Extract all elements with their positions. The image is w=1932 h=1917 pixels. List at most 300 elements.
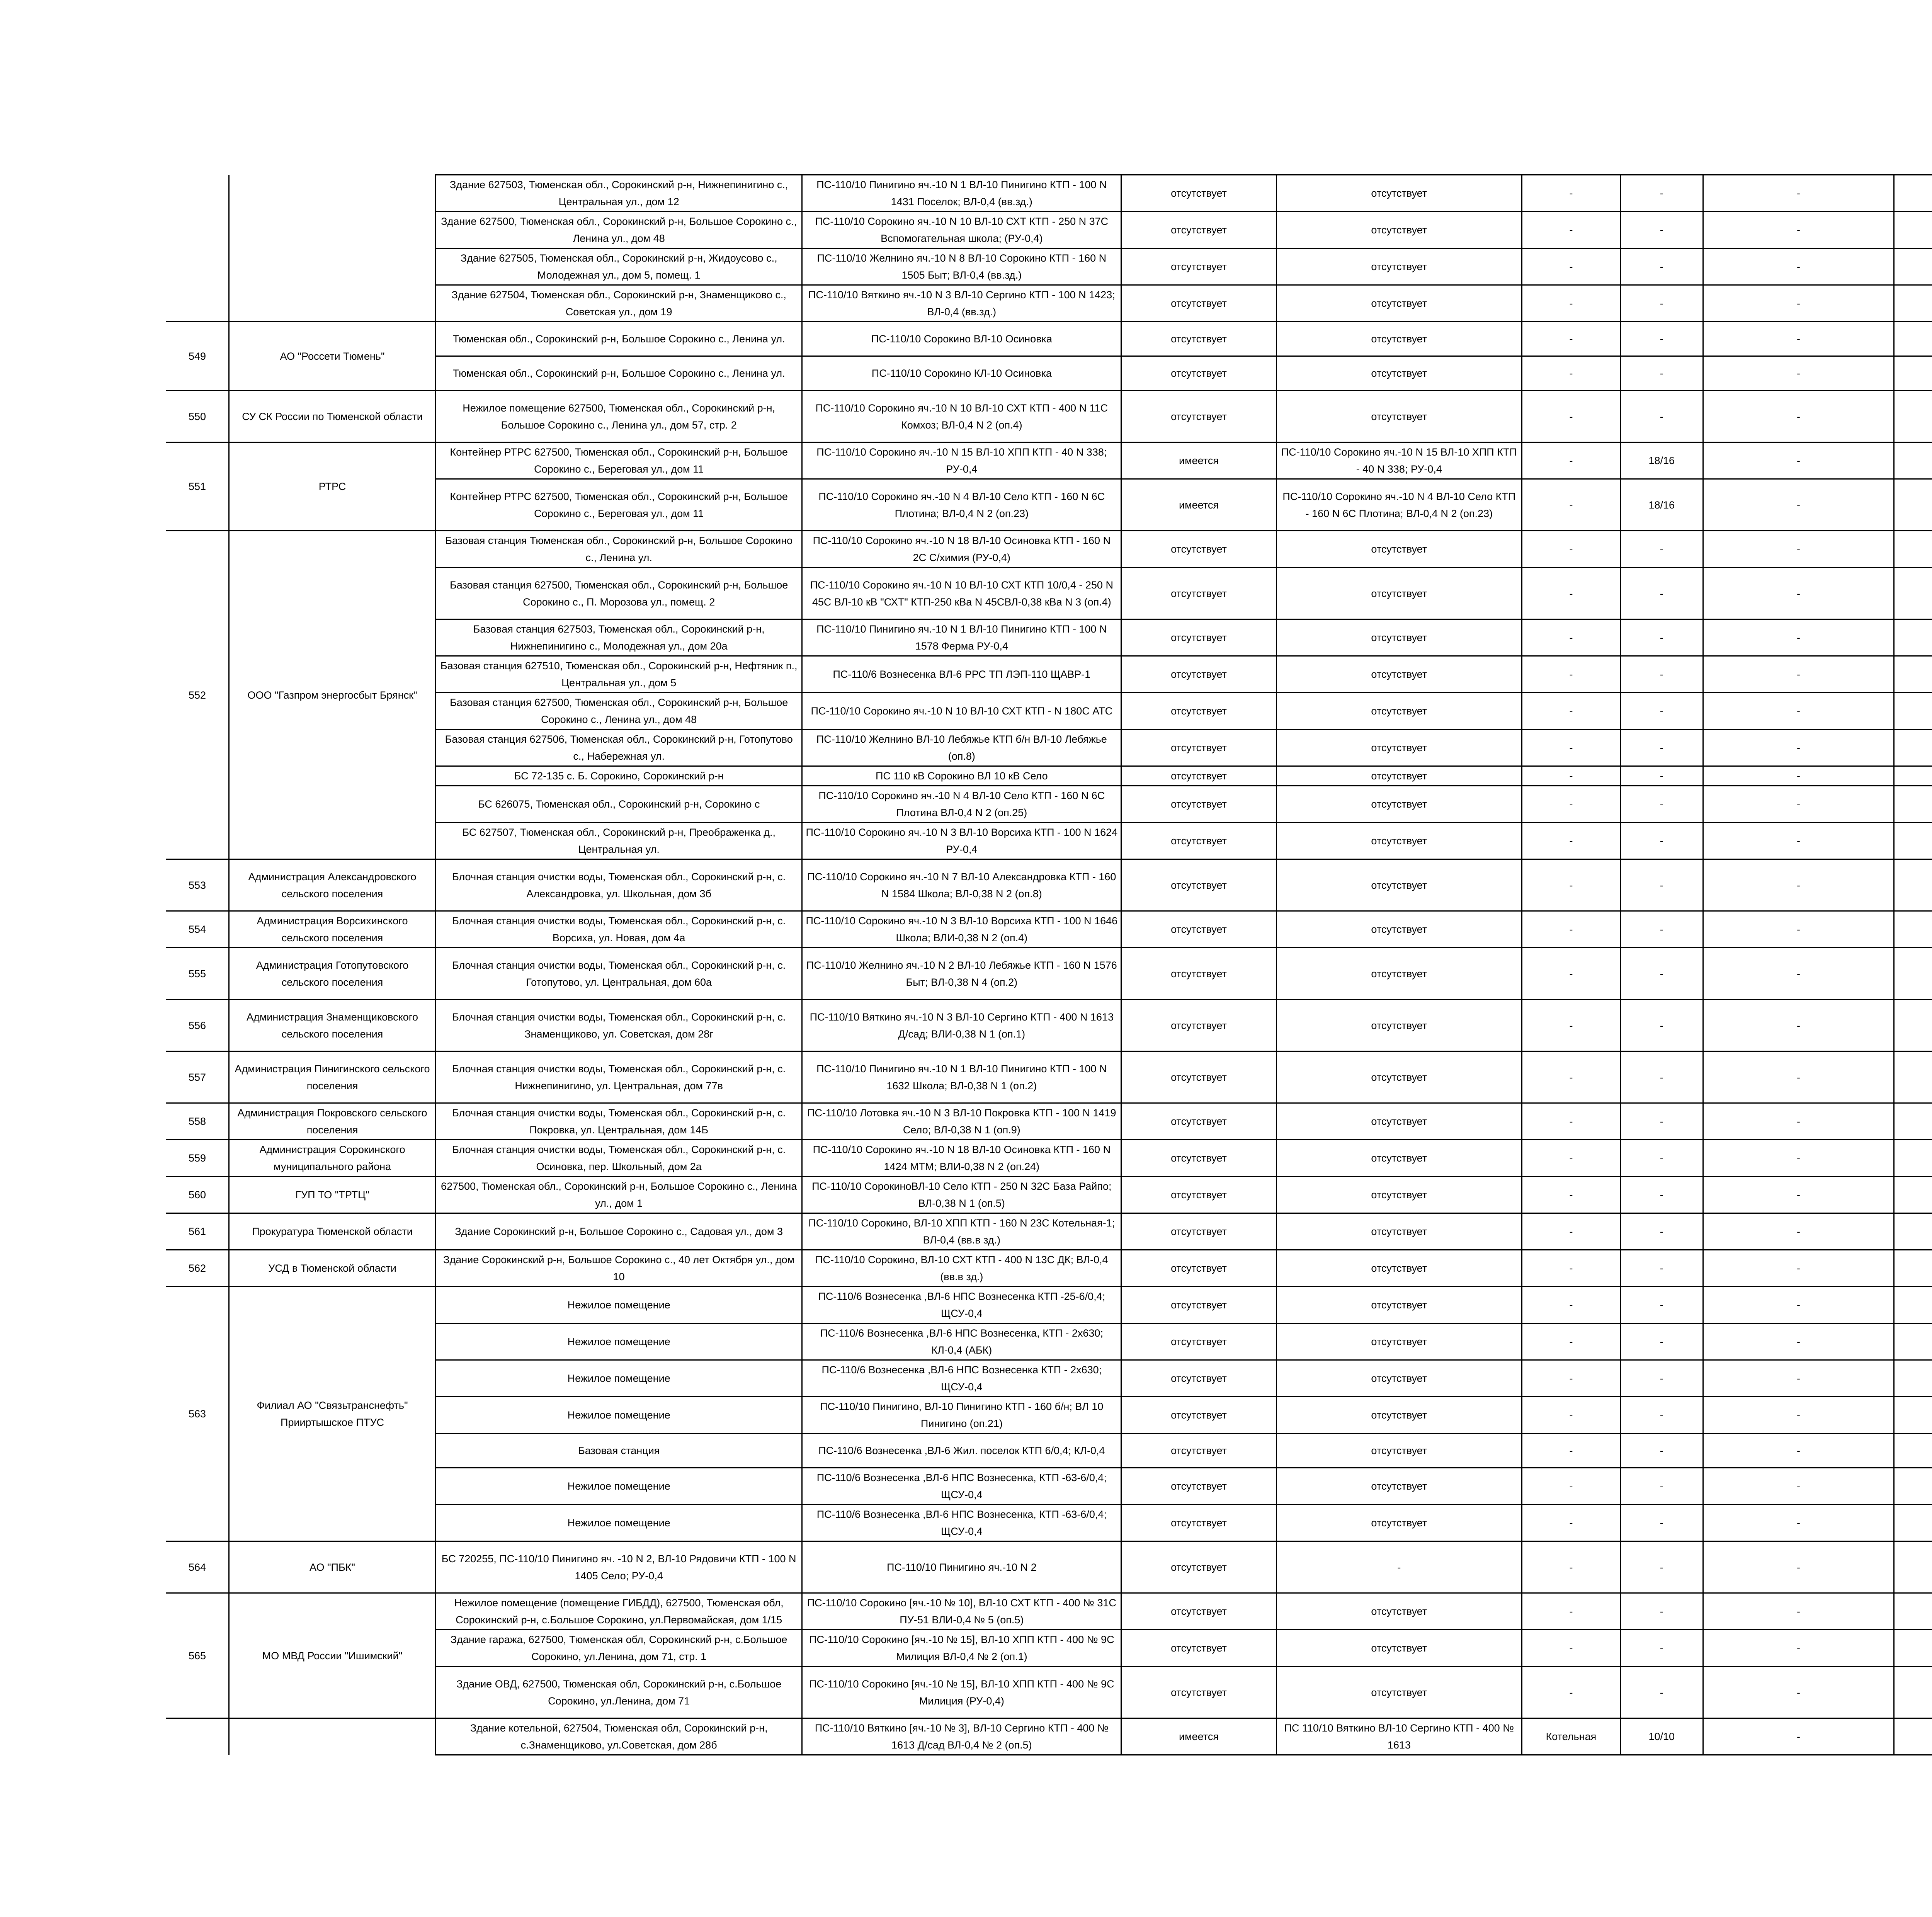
organization-name: АО "Россети Тюмень"	[229, 322, 436, 391]
reserve-source: отсутствует	[1276, 1630, 1522, 1667]
value-cell: -	[1703, 1103, 1894, 1140]
registry-sheet	[166, 174, 1932, 1755]
power-source: ПС-110/10 Сорокино яч.-10 N 10 ВЛ-10 СХТ КТП - 250 N 37С Вспомогательная школа; (РУ-0,4)	[802, 212, 1121, 248]
reserve-source: отсутствует	[1276, 248, 1522, 285]
organization-name: ООО "Газпром энергосбыт Брянск"	[229, 531, 436, 859]
value-cell: -	[1703, 766, 1894, 786]
object-type: -	[1522, 531, 1620, 568]
object-type: -	[1522, 285, 1620, 322]
value-cell: -	[1703, 531, 1894, 568]
row-number: 550	[166, 391, 229, 442]
reserve-availability: отсутствует	[1121, 391, 1276, 442]
power-source: ПС-110/10 Пинигино яч.-10 N 2	[802, 1541, 1121, 1593]
power-source: ПС-110/10 Желнино ВЛ-10 Лебяжье КТП б/н ВЛ-10 Лебяжье (оп.8)	[802, 730, 1121, 766]
object-type: -	[1522, 1505, 1620, 1541]
value-cell	[1894, 391, 1932, 442]
value-cell	[1894, 1323, 1932, 1360]
value-cell: -	[1703, 786, 1894, 823]
capacity-value: -	[1620, 1213, 1703, 1250]
reserve-availability: отсутствует	[1121, 1593, 1276, 1630]
value-cell: -	[1703, 1213, 1894, 1250]
organization-name: Прокуратура Тюменской области	[229, 1213, 436, 1250]
table-row	[166, 948, 1932, 1000]
value-cell	[1894, 322, 1932, 356]
object-type: -	[1522, 1213, 1620, 1250]
object-address: Здание котельной, 627504, Тюменская обл, Сорокинский р-н, с.Знаменщиково, ул.Советская, дом 28б	[435, 1718, 802, 1755]
power-source: ПС-110/10 Сорокино яч.-10 N 7 ВЛ-10 Александровка КТП - 160 N 1584 Школа; ВЛ-0,38 N 2 (оп.8)	[802, 859, 1121, 911]
capacity-value: -	[1620, 1505, 1703, 1541]
table-row	[166, 1177, 1932, 1213]
row-number: 563	[166, 1287, 229, 1541]
object-address: Базовая станция 627500, Тюменская обл., Сорокинский р-н, Большое Сорокино с., П. Морозова ул., помещ. 2	[435, 568, 802, 619]
power-source: ПС-110/10 Сорокино яч.-10 N 4 ВЛ-10 Село КТП - 160 N 6С Плотина; ВЛ-0,4 N 2 (оп.23)	[802, 479, 1121, 531]
row-number: 561	[166, 1213, 229, 1250]
object-address: Здание 627500, Тюменская обл., Сорокинский р-н, Большое Сорокино с., Ленина ул., дом 48	[435, 212, 802, 248]
reserve-source: отсутствует	[1276, 1397, 1522, 1434]
object-address: Блочная станция очистки воды, Тюменская обл., Сорокинский р-н, с. Ворсиха, ул. Новая, дом 4а	[435, 911, 802, 948]
value-cell: -	[1703, 1323, 1894, 1360]
capacity-value: -	[1620, 619, 1703, 656]
power-source: ПС-110/10 Пинигино яч.-10 N 1 ВЛ-10 Пинигино КТП - 100 N 1431 Поселок; ВЛ-0,4 (вв.зд.)	[802, 175, 1121, 212]
reserve-availability: имеется	[1121, 442, 1276, 479]
reserve-source: отсутствует	[1276, 656, 1522, 693]
power-source: ПС-110/6 Вознесенка ,ВЛ-6 НПС Вознесенка, КТП -63-6/0,4; ЩСУ-0,4	[802, 1505, 1121, 1541]
reserve-availability: отсутствует	[1121, 1213, 1276, 1250]
reserve-source: ПС 110/10 Вяткино ВЛ-10 Сергино КТП - 400 № 1613	[1276, 1718, 1522, 1755]
organization-name: Администрация Готопутовского сельского поселения	[229, 948, 436, 1000]
reserve-source: отсутствует	[1276, 1140, 1522, 1177]
reserve-availability: отсутствует	[1121, 656, 1276, 693]
table-row	[166, 1718, 1932, 1755]
reserve-availability: отсутствует	[1121, 1434, 1276, 1468]
value-cell: -	[1703, 1593, 1894, 1630]
object-address: Нежилое помещение 627500, Тюменская обл., Сорокинский р-н, Большое Сорокино с., Ленина ул., дом 57, стр. 2	[435, 391, 802, 442]
row-number: 564	[166, 1541, 229, 1593]
object-type: -	[1522, 322, 1620, 356]
power-source: ПС-110/10 СорокиноВЛ-10 Село КТП - 250 N 32С База Райпо; ВЛ-0,38 N 1 (оп.5)	[802, 1177, 1121, 1213]
reserve-source: отсутствует	[1276, 693, 1522, 730]
value-cell: -	[1703, 212, 1894, 248]
reserve-availability: отсутствует	[1121, 568, 1276, 619]
power-source: ПС-110/10 Сорокино яч.-10 N 18 ВЛ-10 Осиновка КТП - 160 N 2С С/химия (РУ-0,4)	[802, 531, 1121, 568]
reserve-availability: отсутствует	[1121, 786, 1276, 823]
table-row	[166, 1103, 1932, 1140]
capacity-value: -	[1620, 1177, 1703, 1213]
object-address: Здание гаража, 627500, Тюменская обл, Сорокинский р-н, с.Большое Сорокино, ул.Ленина, дом 71, стр. 1	[435, 1630, 802, 1667]
capacity-value: 10/10	[1620, 1718, 1703, 1755]
object-address: Тюменская обл., Сорокинский р-н, Большое Сорокино с., Ленина ул.	[435, 322, 802, 356]
reserve-source: отсутствует	[1276, 322, 1522, 356]
capacity-value: -	[1620, 1667, 1703, 1718]
capacity-value: -	[1620, 1287, 1703, 1323]
object-address: БС 720255, ПС-110/10 Пинигино яч. -10 N 2, ВЛ-10 Рядовичи КТП - 100 N 1405 Село; РУ-0,4	[435, 1541, 802, 1593]
organization-name: СУ СК России по Тюменской области	[229, 391, 436, 442]
capacity-value: -	[1620, 1051, 1703, 1103]
reserve-availability: отсутствует	[1121, 1397, 1276, 1434]
power-source: ПС-110/10 Сорокино ВЛ-10 Осиновка	[802, 322, 1121, 356]
value-cell: -	[1703, 1140, 1894, 1177]
value-cell	[1894, 1000, 1932, 1051]
object-address: Базовая станция 627510, Тюменская обл., Сорокинский р-н, Нефтяник п., Центральная ул., дом 5	[435, 656, 802, 693]
reserve-source: ПС-110/10 Сорокино яч.-10 N 4 ВЛ-10 Село КТП - 160 N 6С Плотина; ВЛ-0,4 N 2 (оп.23)	[1276, 479, 1522, 531]
table-row	[166, 1140, 1932, 1177]
reserve-source: отсутствует	[1276, 1250, 1522, 1287]
organization-name	[229, 1718, 436, 1755]
object-address: Нежилое помещение	[435, 1397, 802, 1434]
reserve-availability: имеется	[1121, 1718, 1276, 1755]
object-address: Нежилое помещение (помещение ГИБДД), 627500, Тюменская обл, Сорокинский р-н, с.Большое Сорокино, ул.Первомайская, дом 1/15	[435, 1593, 802, 1630]
value-cell: -	[1703, 1000, 1894, 1051]
reserve-availability: отсутствует	[1121, 1000, 1276, 1051]
reserve-source: отсутствует	[1276, 1000, 1522, 1051]
capacity-value: -	[1620, 859, 1703, 911]
capacity-value: -	[1620, 212, 1703, 248]
object-type: -	[1522, 1051, 1620, 1103]
reserve-availability: отсутствует	[1121, 823, 1276, 859]
organization-name: АО "ПБК"	[229, 1541, 436, 1593]
value-cell	[1894, 212, 1932, 248]
capacity-value: -	[1620, 285, 1703, 322]
reserve-availability: отсутствует	[1121, 1051, 1276, 1103]
reserve-source: отсутствует	[1276, 730, 1522, 766]
power-source: ПС-110/10 Пинигино яч.-10 N 1 ВЛ-10 Пинигино КТП - 100 N 1632 Школа; ВЛ-0,38 N 1 (оп.2)	[802, 1051, 1121, 1103]
capacity-value: -	[1620, 1434, 1703, 1468]
object-address: Блочная станция очистки воды, Тюменская обл., Сорокинский р-н, с. Готопутово, ул. Центральная, дом 60а	[435, 948, 802, 1000]
value-cell	[1894, 656, 1932, 693]
reserve-source: отсутствует	[1276, 1103, 1522, 1140]
table-row	[166, 1213, 1932, 1250]
object-type: -	[1522, 693, 1620, 730]
power-source: ПС-110/10 Пинигино, ВЛ-10 Пинигино КТП - 160 б/н; ВЛ 10 Пинигино (оп.21)	[802, 1397, 1121, 1434]
object-type: -	[1522, 786, 1620, 823]
reserve-availability: отсутствует	[1121, 531, 1276, 568]
object-type: -	[1522, 175, 1620, 212]
reserve-source: отсутствует	[1276, 175, 1522, 212]
value-cell	[1894, 619, 1932, 656]
object-address: Контейнер РТРС 627500, Тюменская обл., Сорокинский р-н, Большое Сорокино с., Береговая ул., дом 11	[435, 479, 802, 531]
value-cell	[1894, 1397, 1932, 1434]
value-cell: -	[1703, 1177, 1894, 1213]
reserve-availability: отсутствует	[1121, 322, 1276, 356]
object-type: -	[1522, 859, 1620, 911]
object-type: -	[1522, 248, 1620, 285]
object-type: -	[1522, 1323, 1620, 1360]
value-cell: -	[1703, 911, 1894, 948]
object-type: -	[1522, 730, 1620, 766]
capacity-value: -	[1620, 911, 1703, 948]
value-cell: -	[1703, 948, 1894, 1000]
organization-name: РТРС	[229, 442, 436, 531]
object-address: Блочная станция очистки воды, Тюменская обл., Сорокинский р-н, с. Знаменщиково, ул. Советская, дом 28г	[435, 1000, 802, 1051]
value-cell	[1894, 1287, 1932, 1323]
power-source: ПС-110/10 Сорокино, ВЛ-10 СХТ КТП - 400 N 13С ДК; ВЛ-0,4 (вв.в зд.)	[802, 1250, 1121, 1287]
value-cell	[1894, 1468, 1932, 1505]
value-cell: -	[1703, 1397, 1894, 1434]
reserve-source: отсутствует	[1276, 1323, 1522, 1360]
value-cell	[1894, 766, 1932, 786]
table-row	[166, 531, 1932, 568]
row-number: 549	[166, 322, 229, 391]
organization-name	[229, 175, 436, 322]
object-type: -	[1522, 1541, 1620, 1593]
organization-name: Администрация Знаменщиковского сельского поселения	[229, 1000, 436, 1051]
row-number: 558	[166, 1103, 229, 1140]
object-type: Котельная	[1522, 1718, 1620, 1755]
power-source: ПС-110/10 Сорокино яч.-10 N 3 ВЛ-10 Ворсиха КТП - 100 N 1624 РУ-0,4	[802, 823, 1121, 859]
value-cell	[1894, 1718, 1932, 1755]
value-cell	[1894, 568, 1932, 619]
capacity-value: -	[1620, 1250, 1703, 1287]
reserve-source: отсутствует	[1276, 1051, 1522, 1103]
table-row	[166, 1593, 1932, 1630]
reserve-source: отсутствует	[1276, 619, 1522, 656]
power-source: ПС-110/6 Вознесенка ,ВЛ-6 НПС Вознесенка, КТП -63-6/0,4; ЩСУ-0,4	[802, 1468, 1121, 1505]
object-address: Блочная станция очистки воды, Тюменская обл., Сорокинский р-н, с. Покровка, ул. Центральная, дом 14Б	[435, 1103, 802, 1140]
capacity-value: -	[1620, 356, 1703, 391]
value-cell: -	[1703, 859, 1894, 911]
value-cell	[1894, 175, 1932, 212]
value-cell	[1894, 479, 1932, 531]
reserve-availability: отсутствует	[1121, 175, 1276, 212]
value-cell: -	[1703, 1287, 1894, 1323]
value-cell	[1894, 1140, 1932, 1177]
power-source: ПС 110 кВ Сорокино ВЛ 10 кВ Село	[802, 766, 1121, 786]
table-row	[166, 1051, 1932, 1103]
power-source: ПС-110/6 Вознесенка ,ВЛ-6 НПС Вознесенка, КТП - 2х630; КЛ-0,4 (АБК)	[802, 1323, 1121, 1360]
row-number: 554	[166, 911, 229, 948]
object-address: Контейнер РТРС 627500, Тюменская обл., Сорокинский р-н, Большое Сорокино с., Береговая ул., дом 11	[435, 442, 802, 479]
value-cell: -	[1703, 568, 1894, 619]
capacity-value: -	[1620, 766, 1703, 786]
value-cell	[1894, 1630, 1932, 1667]
value-cell: -	[1703, 1630, 1894, 1667]
reserve-source: отсутствует	[1276, 1667, 1522, 1718]
capacity-value: -	[1620, 1103, 1703, 1140]
value-cell	[1894, 823, 1932, 859]
value-cell	[1894, 859, 1932, 911]
organization-name: Администрация Покровского сельского поселения	[229, 1103, 436, 1140]
object-address: Нежилое помещение	[435, 1505, 802, 1541]
row-number: 556	[166, 1000, 229, 1051]
object-type: -	[1522, 1000, 1620, 1051]
reserve-source: отсутствует	[1276, 356, 1522, 391]
reserve-availability: отсутствует	[1121, 1360, 1276, 1397]
value-cell	[1894, 1667, 1932, 1718]
object-type: -	[1522, 1287, 1620, 1323]
power-source: ПС-110/6 Вознесенка ,ВЛ-6 НПС Вознесенка КТП - 2х630; ЩСУ-0,4	[802, 1360, 1121, 1397]
reserve-source: отсутствует	[1276, 786, 1522, 823]
value-cell: -	[1703, 442, 1894, 479]
row-number: 562	[166, 1250, 229, 1287]
capacity-value: -	[1620, 823, 1703, 859]
reserve-availability: отсутствует	[1121, 859, 1276, 911]
reserve-availability: отсутствует	[1121, 730, 1276, 766]
object-type: -	[1522, 212, 1620, 248]
power-source: ПС-110/10 Сорокино, ВЛ-10 ХПП КТП - 160 N 23С Котельная-1; ВЛ-0,4 (вв.в зд.)	[802, 1213, 1121, 1250]
value-cell: -	[1703, 248, 1894, 285]
table-row	[166, 1250, 1932, 1287]
table-row	[166, 442, 1932, 479]
row-number	[166, 175, 229, 322]
reserve-availability: отсутствует	[1121, 1250, 1276, 1287]
object-address: Базовая станция 627506, Тюменская обл., Сорокинский р-н, Готопутово с., Набережная ул.	[435, 730, 802, 766]
power-source: ПС-110/10 Сорокино яч.-10 N 18 ВЛ-10 Осиновка КТП - 160 N 1424 МТМ; ВЛИ-0,38 N 2 (оп.24)	[802, 1140, 1121, 1177]
capacity-value: -	[1620, 322, 1703, 356]
capacity-value: -	[1620, 1323, 1703, 1360]
object-address: Нежилое помещение	[435, 1323, 802, 1360]
capacity-value: -	[1620, 568, 1703, 619]
object-address: Тюменская обл., Сорокинский р-н, Большое Сорокино с., Ленина ул.	[435, 356, 802, 391]
object-type: -	[1522, 356, 1620, 391]
value-cell	[1894, 1213, 1932, 1250]
consumer-table	[166, 174, 1932, 1755]
reserve-source: отсутствует	[1276, 766, 1522, 786]
power-source: ПС-110/10 Сорокино яч.-10 N 10 ВЛ-10 СХТ КТП - N 180С АТС	[802, 693, 1121, 730]
object-address: 627500, Тюменская обл., Сорокинский р-н, Большое Сорокино с., Ленина ул., дом 1	[435, 1177, 802, 1213]
organization-name: Администрация Ворсихинского сельского поселения	[229, 911, 436, 948]
power-source: ПС-110/10 Желнино яч.-10 N 2 ВЛ-10 Лебяжье КТП - 160 N 1576 Быт; ВЛ-0,38 N 4 (оп.2)	[802, 948, 1121, 1000]
power-source: ПС-110/10 Сорокино яч.-10 N 3 ВЛ-10 Ворсиха КТП - 100 N 1646 Школа; ВЛИ-0,38 N 2 (оп.4)	[802, 911, 1121, 948]
value-cell	[1894, 693, 1932, 730]
power-source: ПС-110/6 Вознесенка ВЛ-6 РРС ТП ЛЭП-110 ЩАВР-1	[802, 656, 1121, 693]
value-cell: -	[1703, 656, 1894, 693]
power-source: ПС-110/10 Вяткино [яч.-10 № 3], ВЛ-10 Сергино КТП - 400 № 1613 Д/сад ВЛ-0,4 № 2 (оп.5)	[802, 1718, 1121, 1755]
power-source: ПС-110/10 Сорокино яч.-10 N 10 ВЛ-10 СХТ КТП - 400 N 11С Комхоз; ВЛ-0,4 N 2 (оп.4)	[802, 391, 1121, 442]
object-type: -	[1522, 1103, 1620, 1140]
value-cell: -	[1703, 619, 1894, 656]
reserve-source: отсутствует	[1276, 1287, 1522, 1323]
capacity-value: -	[1620, 531, 1703, 568]
power-source: ПС-110/10 Сорокино [яч.-10 № 15], ВЛ-10 ХПП КТП - 400 № 9С Милиция (РУ-0,4)	[802, 1667, 1121, 1718]
object-address: Базовая станция	[435, 1434, 802, 1468]
table-row	[166, 1000, 1932, 1051]
object-type: -	[1522, 1630, 1620, 1667]
table-row	[166, 859, 1932, 911]
value-cell: -	[1703, 175, 1894, 212]
power-source: ПС-110/6 Вознесенка ,ВЛ-6 Жил. поселок КТП 6/0,4; КЛ-0,4	[802, 1434, 1121, 1468]
reserve-source: отсутствует	[1276, 391, 1522, 442]
organization-name: ГУП ТО "ТРТЦ"	[229, 1177, 436, 1213]
value-cell: -	[1703, 479, 1894, 531]
capacity-value: -	[1620, 786, 1703, 823]
row-number: 557	[166, 1051, 229, 1103]
object-address: Блочная станция очистки воды, Тюменская обл., Сорокинский р-н, с. Нижнепинигино, ул. Центральная, дом 77в	[435, 1051, 802, 1103]
object-type: -	[1522, 823, 1620, 859]
reserve-availability: отсутствует	[1121, 1103, 1276, 1140]
reserve-availability: отсутствует	[1121, 212, 1276, 248]
object-address: БС 627507, Тюменская обл., Сорокинский р-н, Преображенка д., Центральная ул.	[435, 823, 802, 859]
value-cell	[1894, 285, 1932, 322]
organization-name: Администрация Пинигинского сельского поселения	[229, 1051, 436, 1103]
row-number: 553	[166, 859, 229, 911]
object-type: -	[1522, 1397, 1620, 1434]
power-source: ПС-110/10 Вяткино яч.-10 N 3 ВЛ-10 Сергино КТП - 400 N 1613 Д/сад; ВЛИ-0,38 N 1 (оп.1)	[802, 1000, 1121, 1051]
reserve-availability: отсутствует	[1121, 766, 1276, 786]
reserve-availability: отсутствует	[1121, 1667, 1276, 1718]
object-type: -	[1522, 442, 1620, 479]
reserve-availability: отсутствует	[1121, 1630, 1276, 1667]
reserve-source: отсутствует	[1276, 911, 1522, 948]
reserve-availability: отсутствует	[1121, 619, 1276, 656]
table-row	[166, 1287, 1932, 1323]
object-type: -	[1522, 1140, 1620, 1177]
table-row	[166, 391, 1932, 442]
object-address: Здание Сорокинский р-н, Большое Сорокино с., Садовая ул., дом 3	[435, 1213, 802, 1250]
row-number: 559	[166, 1140, 229, 1177]
capacity-value: -	[1620, 948, 1703, 1000]
reserve-availability: отсутствует	[1121, 1541, 1276, 1593]
power-source: ПС-110/10 Сорокино яч.-10 N 10 ВЛ-10 СХТ КТП 10/0,4 - 250 N 45С ВЛ-10 кВ "СХТ" КТП-250 кВа N 45СВЛ-0,38 кВа N 3 (оп.4)	[802, 568, 1121, 619]
capacity-value: -	[1620, 248, 1703, 285]
value-cell: -	[1703, 391, 1894, 442]
capacity-value: -	[1620, 1468, 1703, 1505]
power-source: ПС-110/10 Сорокино [яч.-10 № 10], ВЛ-10 СХТ КТП - 400 № 31С ПУ-51 ВЛИ-0,4 № 5 (оп.5)	[802, 1593, 1121, 1630]
reserve-source: отсутствует	[1276, 1213, 1522, 1250]
power-source: ПС-110/10 Желнино яч.-10 N 8 ВЛ-10 Сорокино КТП - 160 N 1505 Быт; ВЛ-0,4 (вв.зд.)	[802, 248, 1121, 285]
object-type: -	[1522, 911, 1620, 948]
capacity-value: -	[1620, 1000, 1703, 1051]
value-cell	[1894, 531, 1932, 568]
value-cell: -	[1703, 1051, 1894, 1103]
table-row	[166, 911, 1932, 948]
value-cell	[1894, 730, 1932, 766]
reserve-source: отсутствует	[1276, 1360, 1522, 1397]
object-type: -	[1522, 656, 1620, 693]
reserve-availability: отсутствует	[1121, 285, 1276, 322]
object-type: -	[1522, 1667, 1620, 1718]
object-address: Здание Сорокинский р-н, Большое Сорокино с., 40 лет Октября ул., дом 10	[435, 1250, 802, 1287]
object-address: Базовая станция 627500, Тюменская обл., Сорокинский р-н, Большое Сорокино с., Ленина ул., дом 48	[435, 693, 802, 730]
object-address: Нежилое помещение	[435, 1468, 802, 1505]
object-address: Здание 627503, Тюменская обл., Сорокинский р-н, Нижнепинигино с., Центральная ул., дом 12	[435, 175, 802, 212]
reserve-availability: отсутствует	[1121, 1140, 1276, 1177]
capacity-value: -	[1620, 693, 1703, 730]
reserve-source: отсутствует	[1276, 1177, 1522, 1213]
capacity-value: -	[1620, 730, 1703, 766]
capacity-value: -	[1620, 391, 1703, 442]
reserve-source: отсутствует	[1276, 212, 1522, 248]
value-cell	[1894, 948, 1932, 1000]
reserve-source: ПС-110/10 Сорокино яч.-10 N 15 ВЛ-10 ХПП КТП - 40 N 338; РУ-0,4	[1276, 442, 1522, 479]
object-type: -	[1522, 948, 1620, 1000]
row-number: 565	[166, 1593, 229, 1718]
power-source: ПС-110/10 Пинигино яч.-10 N 1 ВЛ-10 Пинигино КТП - 100 N 1578 Ферма РУ-0,4	[802, 619, 1121, 656]
value-cell: -	[1703, 356, 1894, 391]
capacity-value: -	[1620, 1360, 1703, 1397]
organization-name: УСД в Тюменской области	[229, 1250, 436, 1287]
value-cell: -	[1703, 285, 1894, 322]
reserve-source: отсутствует	[1276, 1593, 1522, 1630]
reserve-availability: отсутствует	[1121, 1287, 1276, 1323]
value-cell	[1894, 356, 1932, 391]
capacity-value: -	[1620, 1630, 1703, 1667]
reserve-source: отсутствует	[1276, 568, 1522, 619]
reserve-source: отсутствует	[1276, 1434, 1522, 1468]
row-number: 552	[166, 531, 229, 859]
value-cell	[1894, 1505, 1932, 1541]
object-address: Базовая станция 627503, Тюменская обл., Сорокинский р-н, Нижнепинигино с., Молодежная ул., дом 20а	[435, 619, 802, 656]
capacity-value: -	[1620, 1593, 1703, 1630]
object-type: -	[1522, 391, 1620, 442]
capacity-value: -	[1620, 1541, 1703, 1593]
object-type: -	[1522, 479, 1620, 531]
value-cell	[1894, 248, 1932, 285]
value-cell: -	[1703, 322, 1894, 356]
reserve-availability: имеется	[1121, 479, 1276, 531]
reserve-source: отсутствует	[1276, 1468, 1522, 1505]
power-source: ПС-110/10 Лотовка яч.-10 N 3 ВЛ-10 Покровка КТП - 100 N 1419 Село; ВЛ-0,38 N 1 (оп.9)	[802, 1103, 1121, 1140]
value-cell: -	[1703, 823, 1894, 859]
